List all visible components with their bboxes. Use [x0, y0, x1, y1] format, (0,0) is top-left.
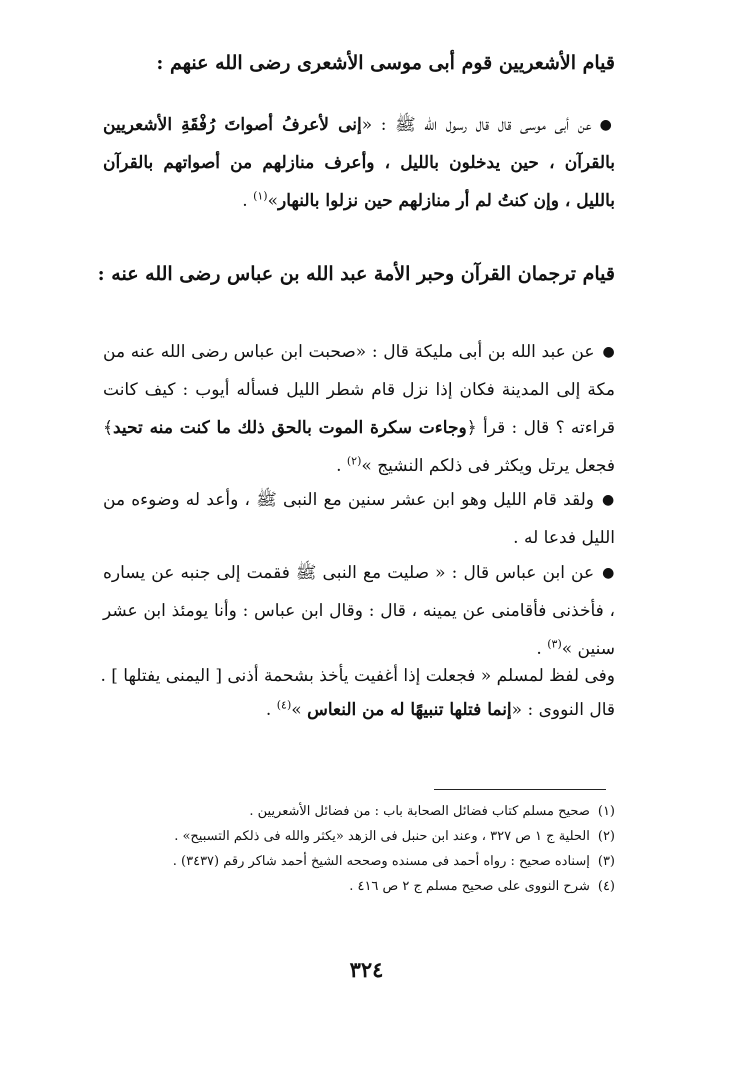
quran-verse: وجاءت سكرة الموت بالحق ذلك ما كنت منه تحيد: [112, 418, 467, 438]
hadith-ibn-abi-mulaika: ●عن عبد الله بن أبى مليكة قال : «صحبت ابن عباس رضى الله عنه من مكة إلى المدينة فكان إذا نزل قام شطر الليل فسأله أيوب : كيف كانت قراءته ؟ قال : قرأ ﴿وجاءت سكرة الموت بالحق ذلك ما كنت منه تحيد﴾ فجعل يرتل ويكثر فى ذلكم النشيج »$^{(٢)}$ .: [103, 342, 616, 476]
footnote-ref-3: (٣): [547, 637, 562, 651]
footnote-divider: [434, 789, 606, 790]
page-number: ٣٢٤: [349, 957, 384, 982]
footnote-ref-4: (٤): [276, 698, 292, 712]
narration-ibn-abbas-night: ●ولقد قام الليل وهو ابن عشر سنين مع النبى ﷺ ، وأعد له وضوءه من الليل فدعا له .: [103, 490, 615, 548]
footnote-2: (٢)الحلية ج ١ ص ٣٢٧ ، وعند ابن حنبل فى الزهد «يكثر والله فى ذلكم التسبيح» .: [174, 829, 615, 844]
footnote-4: (٤)شرح النووى على صحيح مسلم ج ٢ ص ٤١٦ .: [349, 879, 615, 894]
section-heading-ashariyyin: قيام الأشعريين قوم أبى موسى الأشعرى رضى الله عنهم :: [156, 52, 615, 74]
bullet: ●: [602, 344, 615, 360]
footnotes: [95, 799, 615, 899]
muslim-wording: وفى لفظ لمسلم « فجعلت إذا أغفيت يأخذ بشحمة أذنى [ اليمنى يفتلها ] .: [100, 666, 615, 686]
hadith-ibn-abbas-prayer: ●عن ابن عباس قال : « صليت مع النبى ﷺ فقمت إلى جنبه عن يساره ، فأخذنى فأقامنى عن يمينه ، قال : وقال ابن عباس : وأنا يومئذ ابن عشر سنين »$^{(٣)}$ .: [103, 563, 615, 659]
bullet: ●: [602, 565, 615, 581]
footnote-1: (١)صحيح مسلم كتاب فضائل الصحابة باب : من فضائل الأشعريين .: [249, 804, 615, 819]
section-heading-ibn-abbas: قيام ترجمان القرآن وحبر الأمة عبد الله بن عباس رضى الله عنه :: [97, 263, 615, 285]
footnote-ref-1: (١): [253, 189, 268, 203]
nawawi-comment: قال النووى : «إنما فتلها تنبيهًا له من النعاس »$^{(٤)}$ .: [265, 698, 615, 720]
hadith-abu-musa: ●عن أبى موسى قال قال رسول الله ﷺ : «إنى لأعرفُ أصواتَ رُفْقَةِ الأشعريين بالقرآن ، حين يدخلون بالليل ، وأعرف منازلهم من أصواتهم بالقرآن بالليل ، وإن كنتُ لم أر منازلهم حين نزلوا بالنهار»$^{(١)}$ .: [103, 115, 616, 211]
bullet: ●: [599, 117, 616, 133]
footnote-ref-2: (٢): [346, 454, 362, 468]
bullet: ●: [601, 492, 615, 508]
footnote-3: (٣)إسناده صحيح : رواه أحمد فى مسنده وصححه الشيخ أحمد شاكر رقم (٣٤٣٧) .: [172, 854, 615, 869]
